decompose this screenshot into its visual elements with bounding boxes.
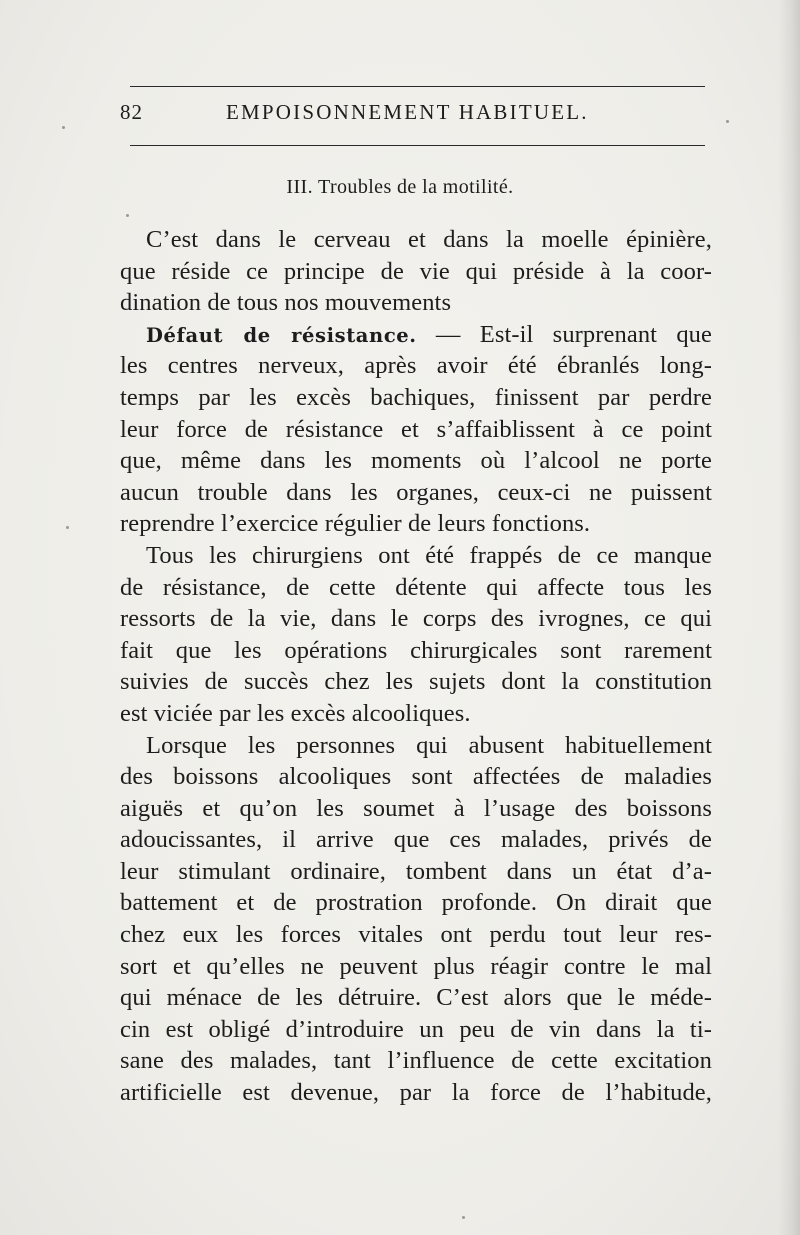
line-text: cin est obligé d’introduire un peu de vin dans la ti- [120,1015,712,1043]
line-text: aiguës et qu’on les soumet à l’usage des boissons [120,794,712,822]
line-text: Lorsque les personnes qui abusent habituellement [146,731,712,759]
line-text: leur stimulant ordinaire, tombent dans un état d’a- [120,857,712,885]
line-text: Tous les chirurgiens ont été frappés de ce manque [146,541,712,569]
text-line [120,477,712,509]
paper-speck [62,126,65,129]
text-line [120,982,712,1014]
paper-speck [462,1216,465,1219]
line-text: artificielle est devenue, par la force de l’habitude, [120,1079,712,1107]
line-text: temps par les excès bachiques, finissent par perdre [120,383,712,411]
text-line [120,730,712,762]
line-text: que, même dans les moments où l’alcool ne porte [120,447,712,475]
text-line [120,319,712,351]
line-text: des boissons alcooliques sont affectées de maladies [120,763,712,791]
text-line [120,856,712,888]
text-line [120,793,712,825]
page-number: 82 [120,100,143,124]
line-text: reprendre l’exercice régulier de leurs fonctions. [120,510,591,538]
text-line [120,887,712,919]
text-line [120,698,712,730]
text-line [120,350,712,382]
text-line [120,572,712,604]
line-text: chez eux les forces vitales ont perdu tout leur res- [120,921,712,949]
line-text: aucun trouble dans les organes, ceux-ci ne puissent [120,478,712,506]
text-line [120,256,712,288]
text-line [120,603,712,635]
text-line [120,824,712,856]
paper-speck [126,214,129,217]
text-line [120,635,712,667]
line-text: sort et qu’elles ne peuvent plus réagir contre le mal [120,952,712,980]
run-in-heading: Défaut de résistance. [146,323,417,347]
text-line [120,382,712,414]
text-line [120,1014,712,1046]
text-line [120,951,712,983]
text-line [120,287,712,319]
text-line [120,919,712,951]
running-head: EMPOISONNEMENT HABITUEL. [226,100,589,124]
text-line [120,1077,712,1109]
line-text: les centres nerveux, après avoir été ébranlés long- [120,352,712,380]
text-line [120,1045,712,1077]
text-line [120,508,712,540]
text-line [120,540,712,572]
line-text: adoucissantes, il arrive que ces malades, privés de [120,826,712,854]
line-text: ressorts de la vie, dans le corps des ivrognes, ce qui [120,605,712,633]
body-text [120,224,712,1109]
line-text: C’est dans le cerveau et dans la moelle épinière, [146,226,712,253]
text-line [120,666,712,698]
line-text: dination de tous nos mouvements [120,289,452,317]
text-line [120,445,712,477]
line-text: est viciée par les excès alcooliques. [120,699,471,727]
line-text: qui ménace de les détruire. C’est alors que le méde- [120,984,712,1012]
paper-speck [726,120,729,123]
page-header [120,98,710,132]
text-line [120,224,712,256]
header-rule-top [130,86,705,87]
line-text: de résistance, de cette détente qui affecte tous les [120,573,712,601]
line-text: — Est-il surprenant que [416,320,712,348]
text-line [120,761,712,793]
line-text: suivies de succès chez les sujets dont la constitution [120,668,712,696]
line-text: que réside ce principe de vie qui préside à la coor- [120,257,712,285]
line-text: fait que les opérations chirurgicales sont rarement [120,636,712,664]
header-rule-bottom [130,145,705,146]
line-text: leur force de résistance et s’affaiblissent à ce point [120,415,712,443]
line-text: sane des malades, tant l’influence de cette excitation [120,1047,712,1075]
section-title: III. Troubles de la motilité. [286,176,514,198]
text-line [120,414,712,446]
paper-speck [66,526,69,529]
line-text: battement et de prostration profonde. On dirait que [120,889,712,917]
